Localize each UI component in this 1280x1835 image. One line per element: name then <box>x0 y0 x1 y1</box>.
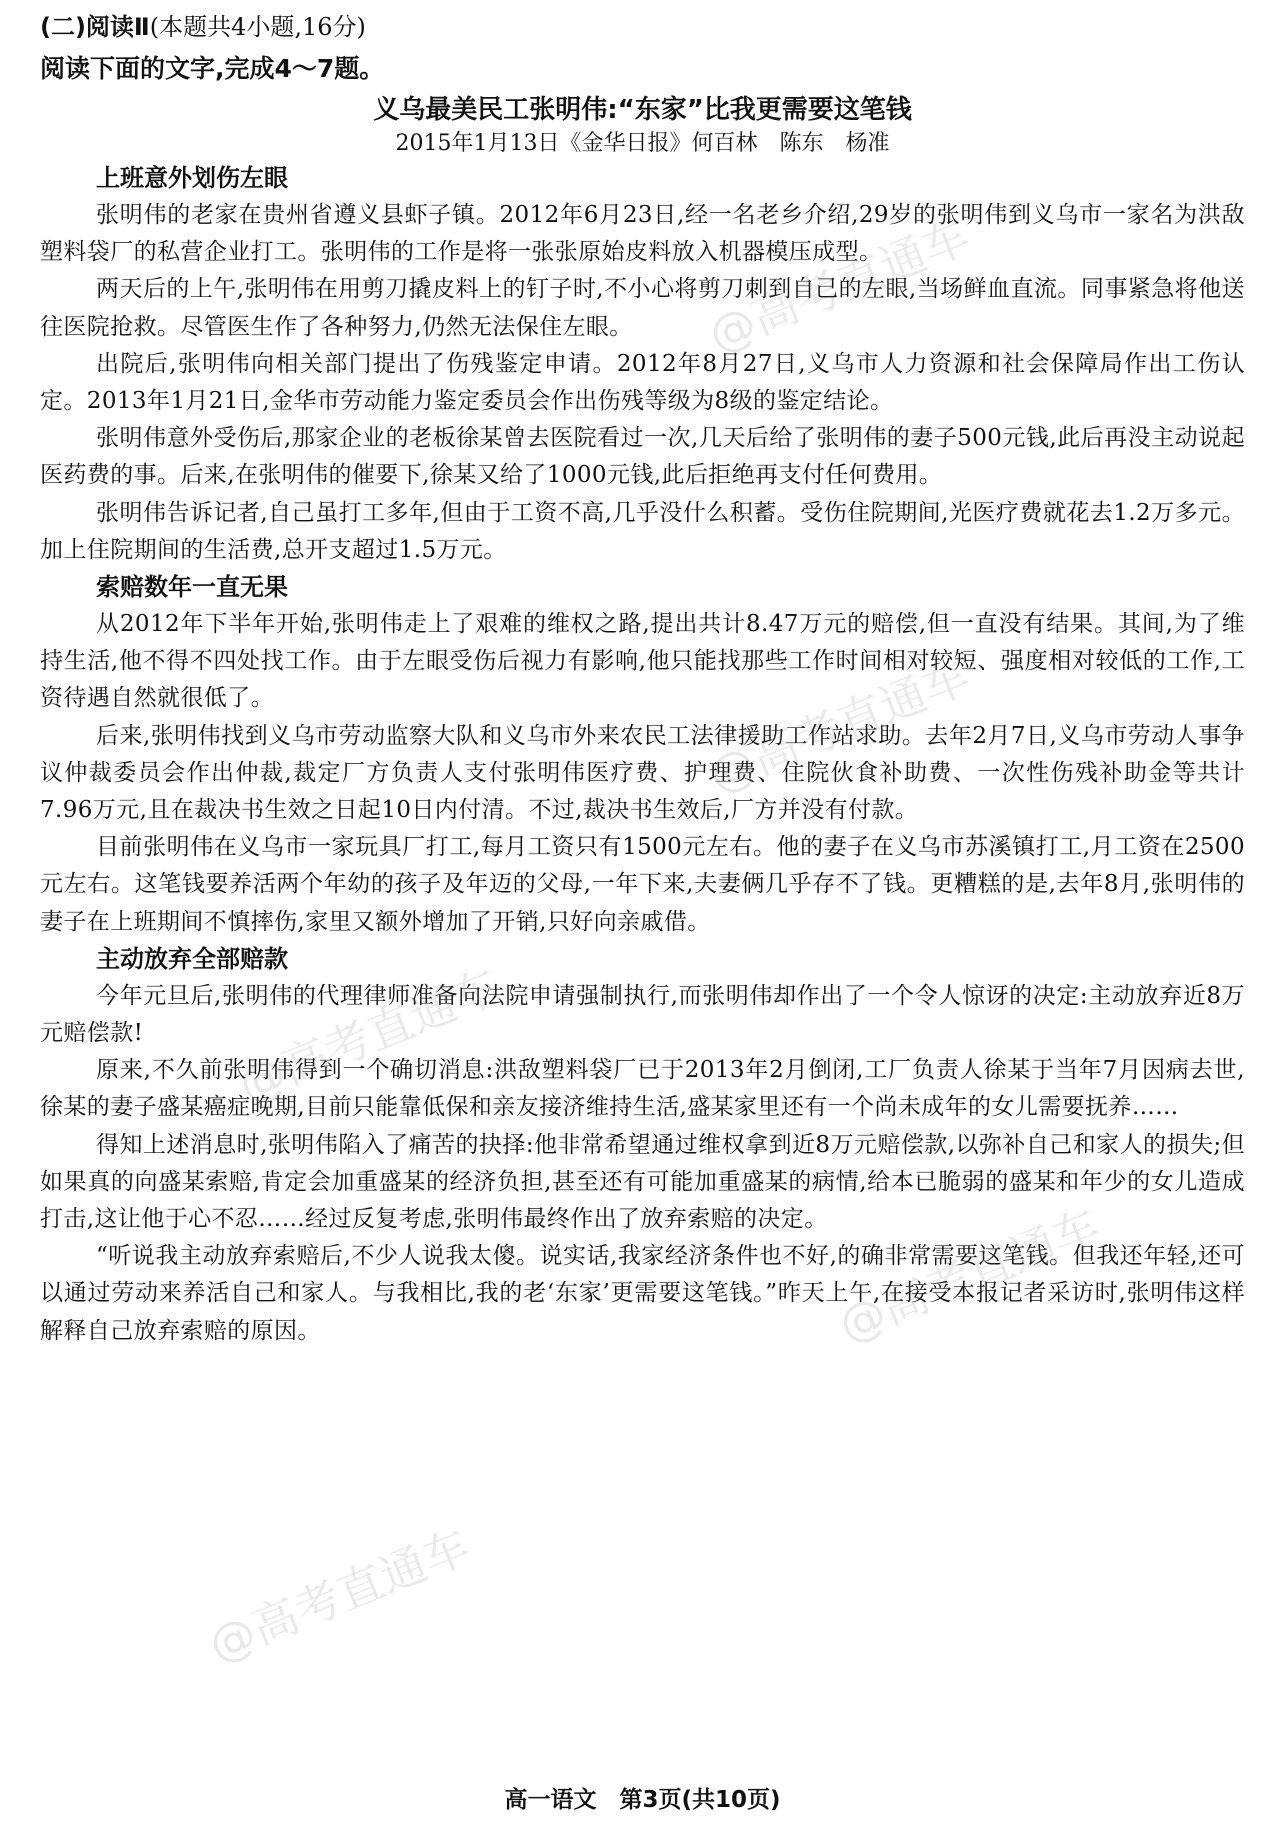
article-section-2 <box>40 569 1245 941</box>
section-score-note: (本题共4小题,16分) <box>149 13 366 41</box>
paragraph: 出院后,张明伟向相关部门提出了伤残鉴定申请。2012年8月27日,义乌市人力资源和社会保障局作出工伤认定。2013年1月21日,金华市劳动能力鉴定委员会作出伤残等级为8级的鉴定结论。 <box>40 350 1245 415</box>
paragraph: 张明伟意外受伤后,那家企业的老板徐某曾去医院看过一次,几天后给了张明伟的妻子500元钱,此后再没主动说起医药费的事。后来,在张明伟的催要下,徐某又给了1000元钱,此后拒绝再支付任何费用。 <box>40 425 1245 489</box>
paragraph: “听说我主动放弃索赔后,不少人说我太傻。说实话,我家经济条件也不好,的确非常需要这笔钱。但我还年轻,还可以通过劳动来养活自己和家人。与我相比,我的老‘东家’更需要这笔钱。”昨天上午,在接受本报记者采访时,张明伟这样解释自己放弃索赔的原因。 <box>40 1243 1245 1344</box>
section-heading-text: (二)阅读Ⅱ <box>40 13 150 41</box>
watermark: @高考直通车 <box>701 209 978 363</box>
paragraph: 原来,不久前张明伟得到一个确切消息:洪敌塑料袋厂已于2013年2月倒闭,工厂负责人徐某于当年7月因病去世,徐某的妻子盛某癌症晚期,目前只能靠低保和亲友接济维持生活,盛某家里还有一个尚未成年的女儿需要抚养…… <box>40 1057 1245 1121</box>
paragraph: 两天后的上午,张明伟在用剪刀撬皮料上的钉子时,不小心将剪刀刺到自己的左眼,当场鲜血直流。同事紧急将他送往医院抢救。尽管医生作了各种努力,仍然无法保住左眼。 <box>40 276 1245 340</box>
watermark: @高考直通车 <box>201 1519 478 1673</box>
watermark: @高考直通车 <box>831 1199 1108 1353</box>
paragraph: 从2012年下半年开始,张明伟走上了艰难的维权之路,提出共计8.47万元的赔偿,但一直没有结果。其间,为了维持生活,他不得不四处找工作。由于左眼受伤后视力有影响,他只能找那些工作时间相对较短、强度相对较低的工作,工资待遇自然就很低了。 <box>40 611 1245 712</box>
watermark: @高考直通车 <box>701 649 978 803</box>
reading-instruction: 阅读下面的文字,完成4～7题。 <box>40 54 385 83</box>
exam-page <box>40 0 1245 1835</box>
page-footer: 高一语文 第3页(共10页) <box>504 1787 781 1813</box>
article-title: 义乌最美民工张明伟:“东家”比我更需要这笔钱 <box>373 95 912 125</box>
watermark: @高考直通车 <box>231 959 508 1113</box>
paragraph: 今年元旦后,张明伟的代理律师准备向法院申请强制执行,而张明伟却作出了一个令人惊讶的决定:主动放弃近8万元赔偿款! <box>40 982 1245 1047</box>
paragraph: 后来,张明伟找到义乌市劳动监察大队和义乌市外来农民工法律援助工作站求助。去年2月7日,义乌市劳动人事争议仲裁委员会作出仲裁,裁定厂方负责人支付张明伟医疗费、护理费、住院伙食补助费、一次性伤残补助金等共计7.96万元,且在裁决书生效之日起10日内付清。不过,裁决书生效后,厂方并没有付款。 <box>40 722 1245 824</box>
article-section-3 <box>40 941 1245 1350</box>
article-byline: 2015年1月13日《金华日报》何百林 陈东 杨准 <box>395 131 890 156</box>
paragraph: 张明伟告诉记者,自己虽打工多年,但由于工资不高,几乎没什么积蓄。受伤住院期间,光医疗费就花去1.2万多元。加上住院期间的生活费,总开支超过1.5万元。 <box>40 499 1245 563</box>
subheading: 上班意外划伤左眼 <box>96 164 288 192</box>
paragraph: 目前张明伟在义乌市一家玩具厂打工,每月工资只有1500元左右。他的妻子在义乌市苏溪镇打工,月工资在2500元左右。这笔钱要养活两个年幼的孩子及年迈的父母,一年下来,夫妻俩几乎存不了钱。更糟糕的是,去年8月,张明伟的妻子在上班期间不慎摔伤,家里又额外增加了开销,只好向亲戚借。 <box>40 834 1245 935</box>
subheading: 索赔数年一直无果 <box>96 573 288 602</box>
section-heading <box>40 10 1245 44</box>
paragraph: 张明伟的老家在贵州省遵义县虾子镇。2012年6月23日,经一名老乡介绍,29岁的张明伟到义乌市一家名为洪敌塑料袋厂的私营企业打工。张明伟的工作是将一张张原始皮料放入机器模压成型。 <box>40 202 1245 266</box>
article-section-1 <box>40 160 1245 569</box>
paragraph: 得知上述消息时,张明伟陷入了痛苦的抉择:他非常希望通过维权拿到近8万元赔偿款,以弥补自己和家人的损失;但如果真的向盛某索赔,肯定会加重盛某的经济负担,甚至还有可能加重盛某的病情,给本已脆弱的盛某和年少的女儿造成打击,这让他于心不忍……经过反复考虑,张明伟最终作出了放弃索赔的决定。 <box>40 1131 1245 1233</box>
subheading: 主动放弃全部赔款 <box>96 944 288 973</box>
